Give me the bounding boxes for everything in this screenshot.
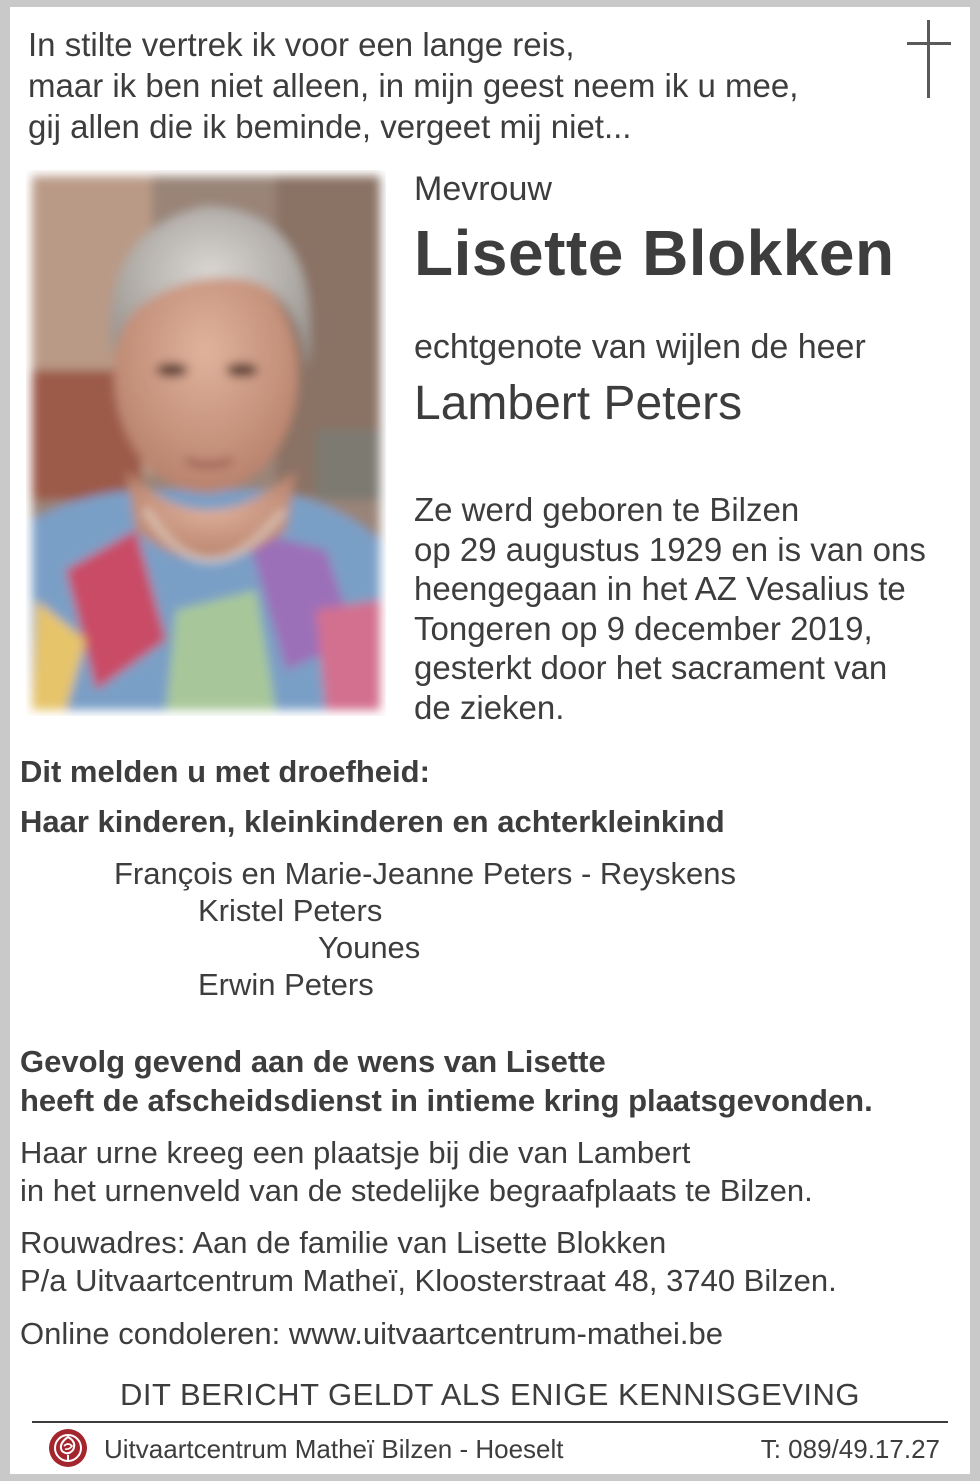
online-condolences: Online condoleren: www.uitvaartcentrum-mathei.be (20, 1316, 724, 1351)
address-line-2: P/a Uitvaartcentrum Matheï, Kloosterstraat 48, 3740 Bilzen. (20, 1263, 837, 1298)
urn-line: in het urnenveld van de stedelijke begraafplaats te Bilzen. (20, 1173, 813, 1208)
spouse-intro: echtgenote van wijlen de heer (414, 328, 866, 366)
footer-divider (32, 1421, 948, 1423)
address-label: Rouwadres (20, 1225, 177, 1260)
bio-line: op 29 augustus 1929 en is van ons (414, 530, 926, 568)
service-note (20, 1042, 873, 1120)
mourning-address (20, 1224, 837, 1300)
cross-icon (905, 20, 953, 98)
address-line-1: : Aan de familie van Lisette Blokken (176, 1225, 667, 1260)
family-member: Erwin Peters (198, 967, 374, 1002)
biography (414, 490, 926, 727)
bio-line: Ze werd geboren te Bilzen (414, 491, 800, 528)
urn-note (20, 1134, 813, 1210)
bio-line: heengegaan in het AZ Vesalius te (414, 570, 906, 607)
deceased-title: Mevrouw (414, 170, 552, 208)
poem-line: In stilte vertrek ik voor een lange reis, (28, 26, 575, 63)
notice-text: DIT BERICHT GELDT ALS ENIGE KENNISGEVING (119, 1377, 861, 1412)
poem-line: gij allen die ik beminde, vergeet mij niet... (28, 108, 632, 145)
bio-line: Tongeren op 9 december 2019, (414, 609, 873, 647)
family-member: François en Marie-Jeanne Peters - Reyskens (114, 856, 736, 891)
deceased-name: Lisette Blokken (414, 217, 895, 289)
family-member: Younes (318, 930, 421, 965)
service-line: Gevolg gevend aan de wens van Lisette (20, 1044, 606, 1079)
poem (28, 24, 798, 147)
family-member: Kristel Peters (198, 893, 383, 928)
family-heading: Haar kinderen, kleinkinderen en achterkleinkind (20, 804, 725, 839)
bio-line: de zieken. (414, 688, 565, 726)
announcement-lead: Dit melden u met droefheid: (20, 754, 430, 789)
poem-line: maar ik ben niet alleen, in mijn geest neem ik u mee, (28, 67, 799, 104)
spouse-name: Lambert Peters (414, 377, 743, 430)
footer-company: Uitvaartcentrum Matheï Bilzen - Hoeselt (104, 1434, 564, 1464)
service-line: heeft de afscheidsdienst in intieme kring plaatsgevonden. (20, 1083, 873, 1118)
portrait-photo (26, 170, 386, 716)
footer-phone: T: 089/49.17.27 (760, 1434, 940, 1464)
bio-line: gesterkt door het sacrament van (414, 649, 888, 686)
urn-line: Haar urne kreeg een plaatsje bij die van Lambert (20, 1135, 691, 1170)
rose-logo-icon (48, 1428, 88, 1468)
